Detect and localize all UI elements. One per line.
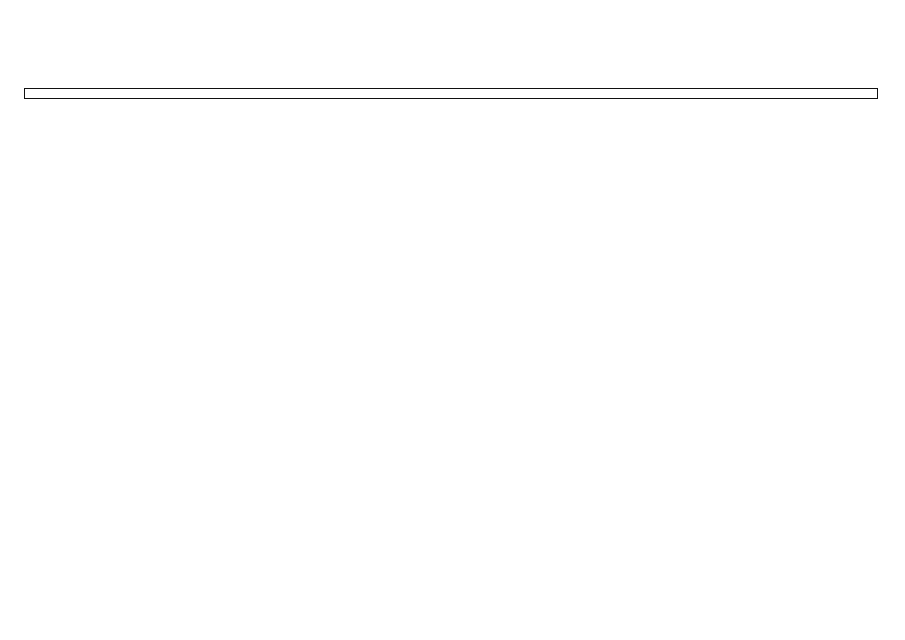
- column-number-header: [24, 88, 878, 99]
- budget-table: [24, 88, 878, 99]
